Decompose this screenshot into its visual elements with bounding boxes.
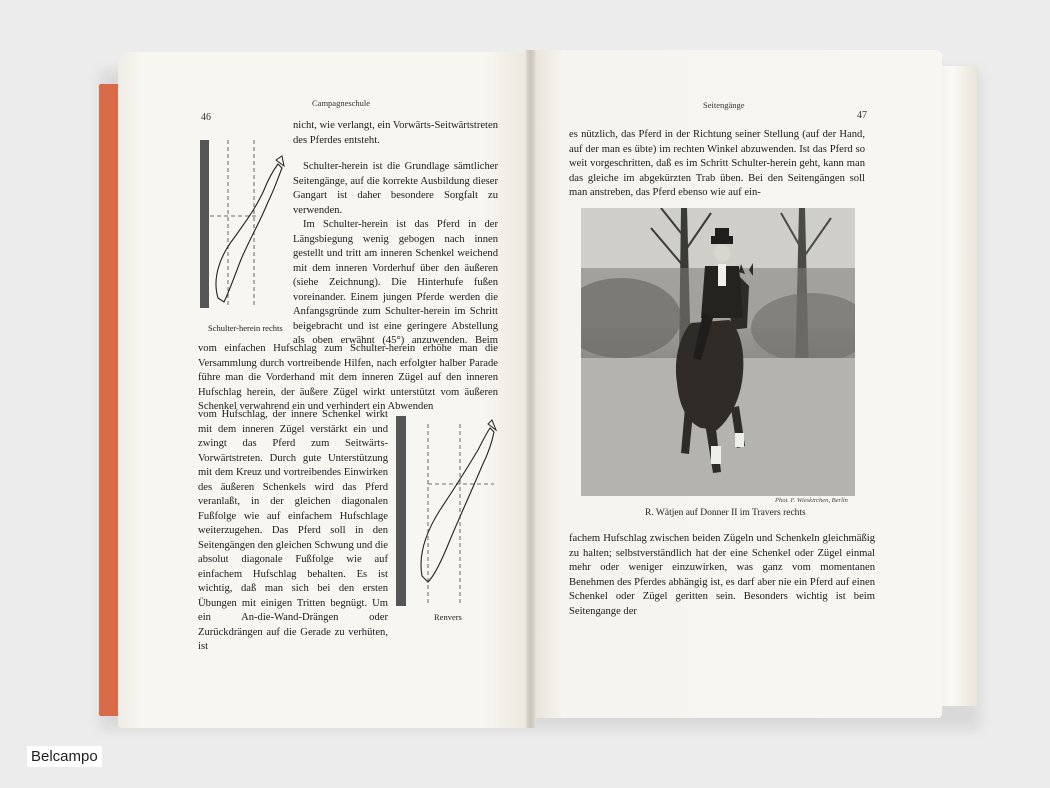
schulter-herein-diagram [198,138,288,318]
right-text-bottom [569,532,875,619]
rider-photograph [581,208,855,496]
paragraph: Schulter-herein ist die Grundlage sämtlicher Seitengänge, auf die korrekte Ausbildung dieser Gangart ist daher besondere Sorgfalt zu verwenden. [293,161,498,216]
horse-outline [216,164,282,302]
paragraph: es nützlich, das Pferd in der Richtung seiner Stellung (auf der Hand, auf der man es übte) im rechten Winkel abzuwenden. Ist das Pferd so weit vorgeschritten, daß es im Schritt Schulter-herein geht, kann man das gleiche im abgekürzten Trab üben. Bei den Seitengängen soll man anstreben, das Pferd ebenso wie auf ein- [569,129,865,198]
figure-caption-renvers: Renvers [434,612,462,622]
figure-caption-schulter-herein: Schulter-herein rechts [208,323,283,333]
photo-credit: Phot. F. Wieskirchen, Berlin [775,497,848,504]
left-text-intro [293,119,498,148]
left-text-column-upper [293,160,498,348]
right-running-head: Seitengänge [703,100,745,110]
right-text-top [569,128,865,201]
left-running-head: Campagneschule [312,98,371,108]
right-page-number: 47 [857,110,867,121]
left-page-number: 46 [201,112,211,123]
paragraph: nicht, wie verlangt, ein Vorwärts-Seitwärtstreten des Pferdes entsteht. [293,120,498,146]
paragraph: Im Schulter-herein ist das Pferd in der Längsbiegung wenig gebogen nach innen gestellt und tritt am inneren Schenkel weichend mit dem inneren Vorderhuf über den äußeren (siehe Zeichnung). Die Hinterhufe fußen voreinander. Einem jungen Pferde werden die Anfangsgründe zum Schulter-herein im Schritt beigebracht und ist eine geringere Abstellung als oben erwähnt (45°) anzuwenden. Beim [293,219,498,346]
wall-hatch [200,140,209,308]
left-text-column-lower [198,408,388,655]
paragraph: vom einfachen Hufschlag zum Schulter-herein erhöhe man die Versammlung durch vortreibende Hilfen, nach erfolgter halber Parade führe man die Vorderhand mit dem inneren Zügel auf den inneren Hufschlag herein, der äußere Zügel wirkt unterstützt vom äußeren Schenkel verwahrend ein und verhindert ein Abwenden [198,343,498,412]
left-text-full-width [198,342,498,415]
book-gutter [526,50,536,728]
horse-outline [421,428,494,582]
watermark-label: Belcampo [27,746,102,767]
photo-caption: R. Wätjen auf Donner II im Travers rechts [645,508,806,518]
renvers-diagram [394,414,504,610]
paragraph: fachem Hufschlag zwischen beiden Zügeln und Schenkeln gleichmäßig zu halten; selbstverständlich hat der eine Schenkel oder Zügel einmal mehr oder weniger einzuwirken, was ganz vom momentanen Benehmen des Pferdes abhängig ist, es darf aber nie ein Pferd auf einen Schenkel oder Zügel geritten sein. Besonders wichtig ist beim Seitengange der [569,533,875,617]
wall-hatch [396,416,406,606]
paragraph: vom Hufschlag, der innere Schenkel wirkt mit dem inneren Zügel verstärkt ein und zwingt das Pferd zum Seitwärts-Vorwärtstreten. Durch gute Unterstützung mit dem Kreuz und vortreibendes Einwirken des äußeren Schenkels wird das Pferd veranlaßt, in der gleichen diagonalen Fußfolge wie auf einfachem Hufschlage weiterzugehen. Das Pferd soll in den Seitengängen den gleichen Schwung und die absolut diagonale Fußfolge wie auf einfachem Hufschlag behalten. Es ist wichtig, daß man sich bei den ersten Übungen mit einigen Tritten begnügt. Um ein An-die-Wand-Drängen oder Zurückdrängen auf die Gerade zu verhüten, ist [198,409,388,652]
